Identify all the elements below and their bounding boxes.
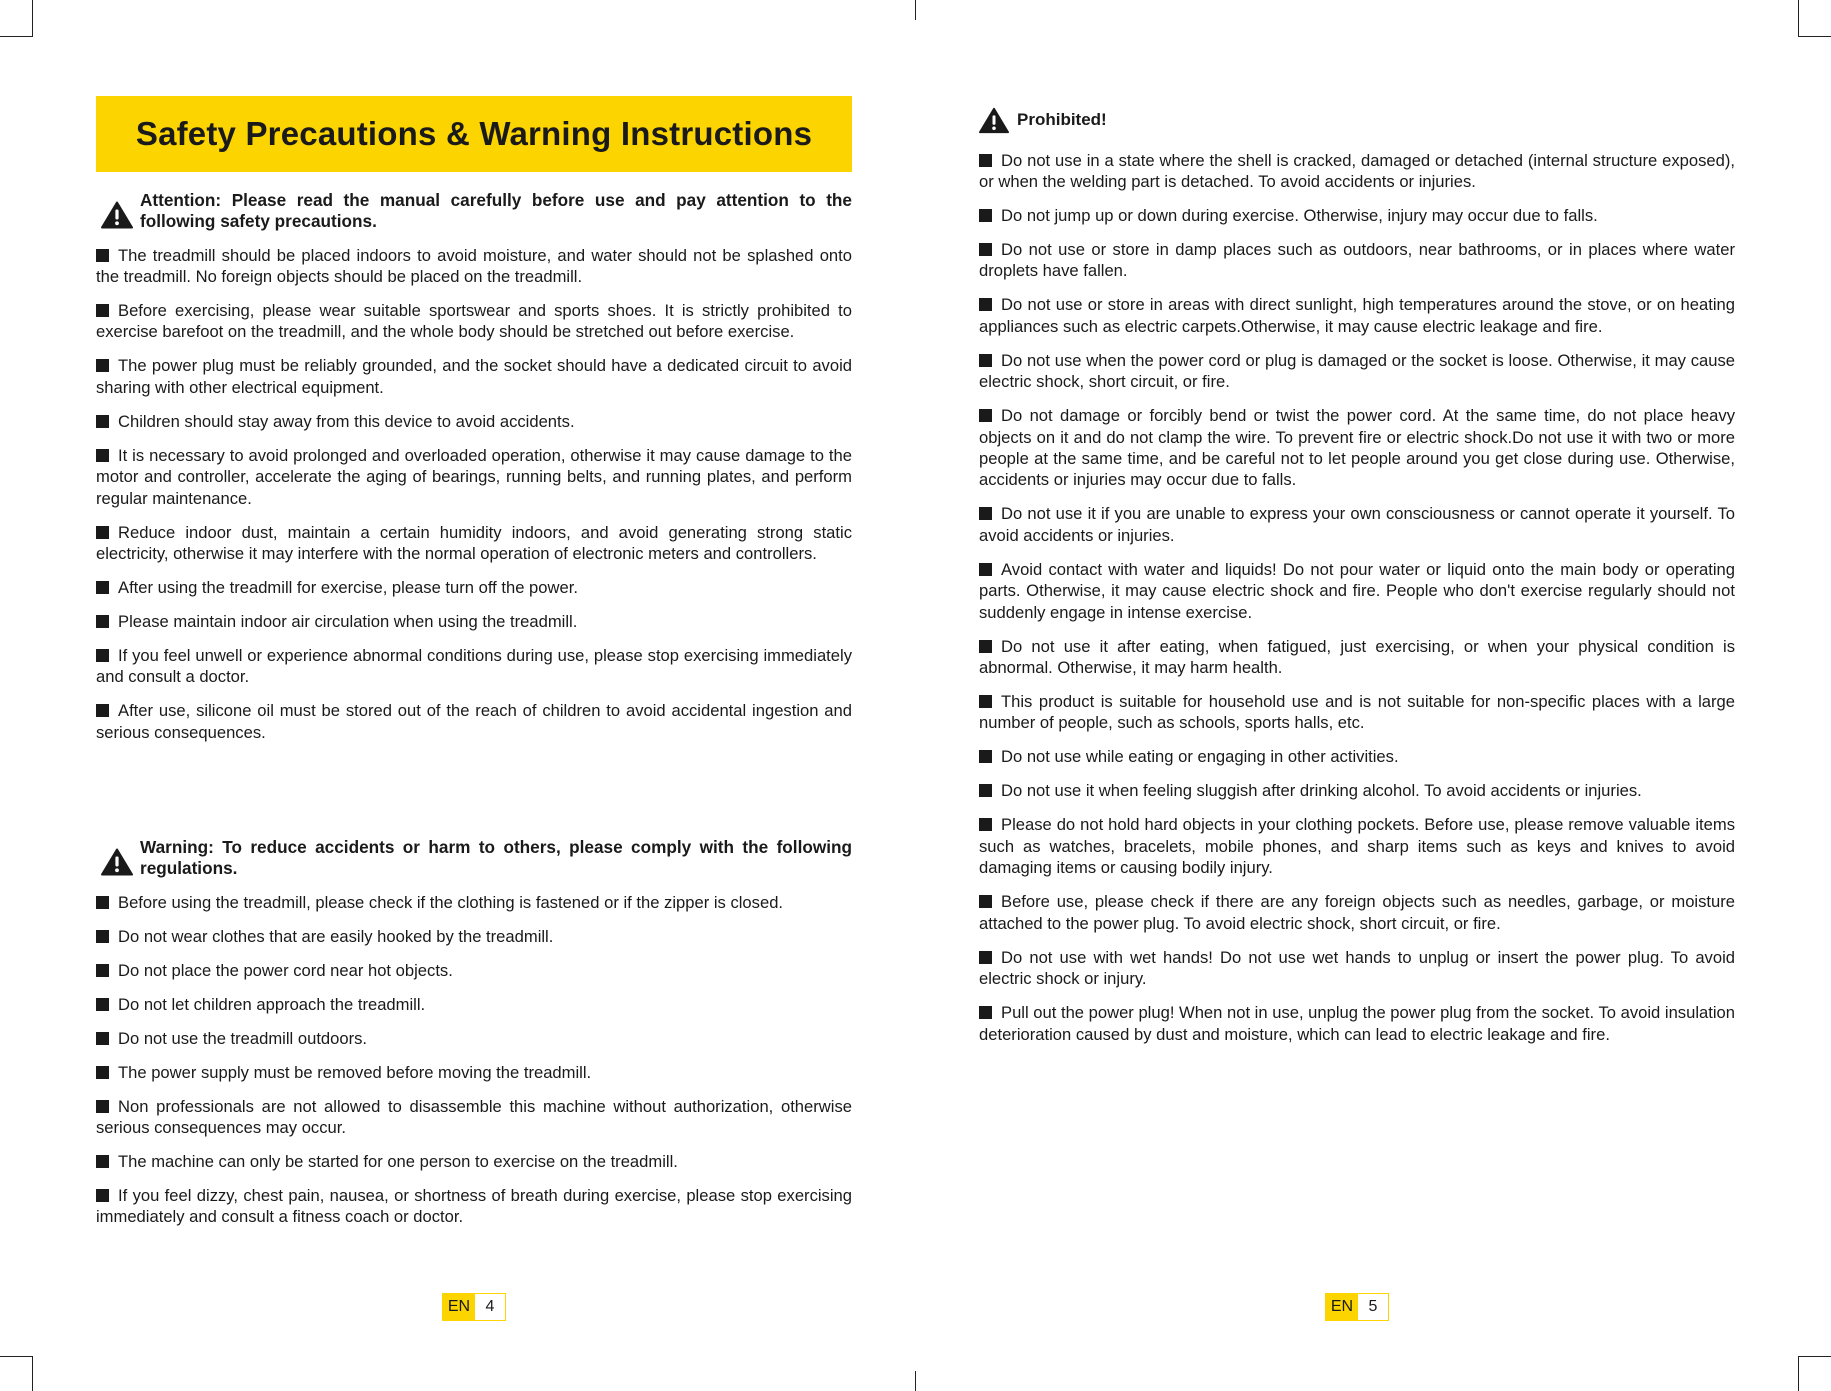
crop-mark [1798, 36, 1831, 37]
square-bullet-icon [96, 304, 109, 317]
square-bullet-icon [96, 998, 109, 1011]
warning-label: Warning: [140, 837, 214, 857]
square-bullet-icon [979, 243, 992, 256]
list-item: If you feel dizzy, chest pain, nausea, or shortness of breath during exercise, please stop exercising immediately and consult a fitness coach or doctor. [96, 1186, 852, 1227]
crop-mark [1798, 1356, 1799, 1391]
square-bullet-icon [979, 354, 992, 367]
square-bullet-icon [96, 1189, 109, 1202]
crop-mark [32, 0, 33, 37]
list-item: After use, silicone oil must be stored out of the reach of children to avoid accidental ingestion and serious consequences. [96, 701, 852, 742]
square-bullet-icon [979, 1006, 992, 1019]
crop-mark [0, 36, 33, 37]
crop-mark [915, 0, 916, 20]
page-number-badge [442, 1293, 506, 1321]
list-item: Do not jump up or down during exercise. Otherwise, injury may occur due to falls. [979, 205, 1735, 226]
list-item: After using the treadmill for exercise, please turn off the power. [96, 577, 852, 598]
square-bullet-icon [96, 581, 109, 594]
right-page [979, 0, 1735, 1391]
warning-triangle-icon [101, 201, 133, 229]
list-item: The machine can only be started for one person to exercise on the treadmill. [96, 1151, 852, 1172]
square-bullet-icon [979, 563, 992, 576]
language-label: EN [1326, 1294, 1358, 1320]
attention-text: Please read the manual carefully before use and pay attention to the following safety precautions. [140, 190, 852, 231]
list-item: The treadmill should be placed indoors to avoid moisture, and water should not be splashed onto the treadmill. No foreign objects should be placed on the treadmill. [96, 245, 852, 286]
square-bullet-icon [979, 818, 992, 831]
square-bullet-icon [96, 704, 109, 717]
prohibited-list [979, 150, 1735, 1045]
crop-mark [0, 1356, 33, 1357]
list-item: Do not wear clothes that are easily hooked by the treadmill. [96, 926, 852, 947]
list-item: Before exercising, please wear suitable sportswear and sports shoes. It is strictly prohibited to exercise barefoot on the treadmill, and the whole body should be stretched out before exercise. [96, 301, 852, 342]
list-item: Before using the treadmill, please check if the clothing is fastened or if the zipper is closed. [96, 892, 852, 913]
square-bullet-icon [979, 640, 992, 653]
square-bullet-icon [96, 1100, 109, 1113]
square-bullet-icon [96, 615, 109, 628]
list-item: Pull out the power plug! When not in use, unplug the power plug from the socket. To avoid insulation deterioration caused by dust and moisture, which can lead to electric leakage and fire. [979, 1003, 1735, 1044]
list-item: Do not use it when feeling sluggish after drinking alcohol. To avoid accidents or injuries. [979, 780, 1735, 801]
list-item: If you feel unwell or experience abnormal conditions during use, please stop exercising immediately and consult a doctor. [96, 646, 852, 687]
square-bullet-icon [96, 1066, 109, 1079]
warning-triangle-icon [979, 107, 1009, 134]
list-item: It is necessary to avoid prolonged and overloaded operation, otherwise it may cause damage to the motor and controller, accelerate the aging of bearings, running belts, and running plates, and perform regular maintenance. [96, 445, 852, 508]
square-bullet-icon [979, 895, 992, 908]
square-bullet-icon [96, 526, 109, 539]
warning-triangle-icon [101, 848, 133, 876]
left-page [96, 0, 852, 1391]
square-bullet-icon [96, 415, 109, 428]
list-item: Do not damage or forcibly bend or twist the power cord. At the same time, do not place heavy objects on it and do not clamp the wire. To prevent fire or electric shock.Do not use it with two or more people at the same time, and be careful not to let people around you get close during use. Otherwise, accidents or injuries may occur due to falls. [979, 406, 1735, 490]
warning-notice [96, 837, 852, 879]
attention-label: Attention: [140, 190, 222, 210]
crop-mark [1798, 1356, 1831, 1357]
square-bullet-icon [96, 649, 109, 662]
list-item: This product is suitable for household use and is not suitable for non-specific places with a large number of people, such as schools, sports halls, etc. [979, 692, 1735, 733]
page-title: Safety Precautions & Warning Instructions [135, 115, 813, 152]
list-item: Before use, please check if there are any foreign objects such as needles, garbage, or moisture attached to the power plug. To avoid electric shock, short circuit, or fire. [979, 892, 1735, 933]
square-bullet-icon [979, 409, 992, 422]
attention-list [96, 245, 852, 744]
attention-notice [96, 190, 852, 232]
list-item: Do not use while eating or engaging in other activities. [979, 746, 1735, 767]
list-item: The power plug must be reliably grounded, and the socket should have a dedicated circuit to avoid sharing with other electrical equipment. [96, 356, 852, 397]
square-bullet-icon [96, 964, 109, 977]
crop-mark [32, 1356, 33, 1391]
language-label: EN [443, 1294, 475, 1320]
square-bullet-icon [979, 750, 992, 763]
list-item: Do not use it if you are unable to express your own consciousness or cannot operate it yourself. To avoid accidents or injuries. [979, 504, 1735, 545]
square-bullet-icon [96, 1032, 109, 1045]
square-bullet-icon [979, 951, 992, 964]
attention-section [96, 190, 852, 743]
list-item: Non professionals are not allowed to disassemble this machine without authorization, otherwise serious consequences may occur. [96, 1096, 852, 1137]
list-item: The power supply must be removed before moving the treadmill. [96, 1062, 852, 1083]
warning-section [96, 837, 852, 1228]
square-bullet-icon [979, 209, 992, 222]
square-bullet-icon [96, 359, 109, 372]
list-item: Avoid contact with water and liquids! Do not pour water or liquid onto the main body or operating parts. Otherwise, it may cause electric shock and fire. People who don't exercise regularly should not suddenly engage in intense exercise. [979, 559, 1735, 622]
square-bullet-icon [96, 1155, 109, 1168]
square-bullet-icon [979, 298, 992, 311]
crop-mark [1798, 0, 1799, 37]
crop-mark [915, 1371, 916, 1391]
square-bullet-icon [96, 930, 109, 943]
list-item: Do not use it after eating, when fatigued, just exercising, or when your physical condition is abnormal. Otherwise, it may harm health. [979, 636, 1735, 678]
list-item: Do not use or store in areas with direct sunlight, high temperatures around the stove, or on heating appliances such as electric carpets.Otherwise, it may cause electric leakage and fire. [979, 295, 1735, 336]
list-item: Do not use or store in damp places such as outdoors, near bathrooms, or in places where water droplets have fallen. [979, 240, 1735, 281]
list-item: Please do not hold hard objects in your clothing pockets. Before use, please remove valuable items such as watches, bracelets, mobile phones, and sharp items such as keys and knives to avoid damaging items or causing bodily injury. [979, 815, 1735, 878]
prohibited-notice [979, 109, 1735, 137]
list-item: Do not let children approach the treadmill. [96, 994, 852, 1015]
prohibited-section [979, 109, 1735, 1045]
square-bullet-icon [979, 784, 992, 797]
list-item: Children should stay away from this device to avoid accidents. [96, 411, 852, 432]
square-bullet-icon [979, 507, 992, 520]
list-item: Reduce indoor dust, maintain a certain humidity indoors, and avoid generating strong static electricity, otherwise it may interfere with the normal operation of electronic meters and controllers. [96, 522, 852, 564]
prohibited-label: Prohibited! [1017, 110, 1107, 129]
list-item: Do not place the power cord near hot objects. [96, 960, 852, 981]
page-number: 5 [1358, 1294, 1388, 1320]
warning-list [96, 892, 852, 1228]
list-item: Please maintain indoor air circulation when using the treadmill. [96, 611, 852, 632]
list-item: Do not use with wet hands! Do not use wet hands to unplug or insert the power plug. To avoid electric shock or injury. [979, 947, 1735, 989]
warning-text: To reduce accidents or harm to others, please comply with the following regulations. [140, 837, 852, 878]
list-item: Do not use the treadmill outdoors. [96, 1028, 852, 1049]
page-number: 4 [475, 1294, 505, 1320]
square-bullet-icon [96, 249, 109, 262]
page-number-badge [1325, 1293, 1389, 1321]
list-item: Do not use in a state where the shell is cracked, damaged or detached (internal structure exposed), or when the welding part is detached. To avoid accidents or injuries. [979, 150, 1735, 191]
title-banner [96, 96, 852, 172]
square-bullet-icon [96, 896, 109, 909]
square-bullet-icon [979, 154, 992, 167]
square-bullet-icon [979, 695, 992, 708]
list-item: Do not use when the power cord or plug is damaged or the socket is loose. Otherwise, it may cause electric shock, short circuit, or fire. [979, 350, 1735, 392]
square-bullet-icon [96, 449, 109, 462]
